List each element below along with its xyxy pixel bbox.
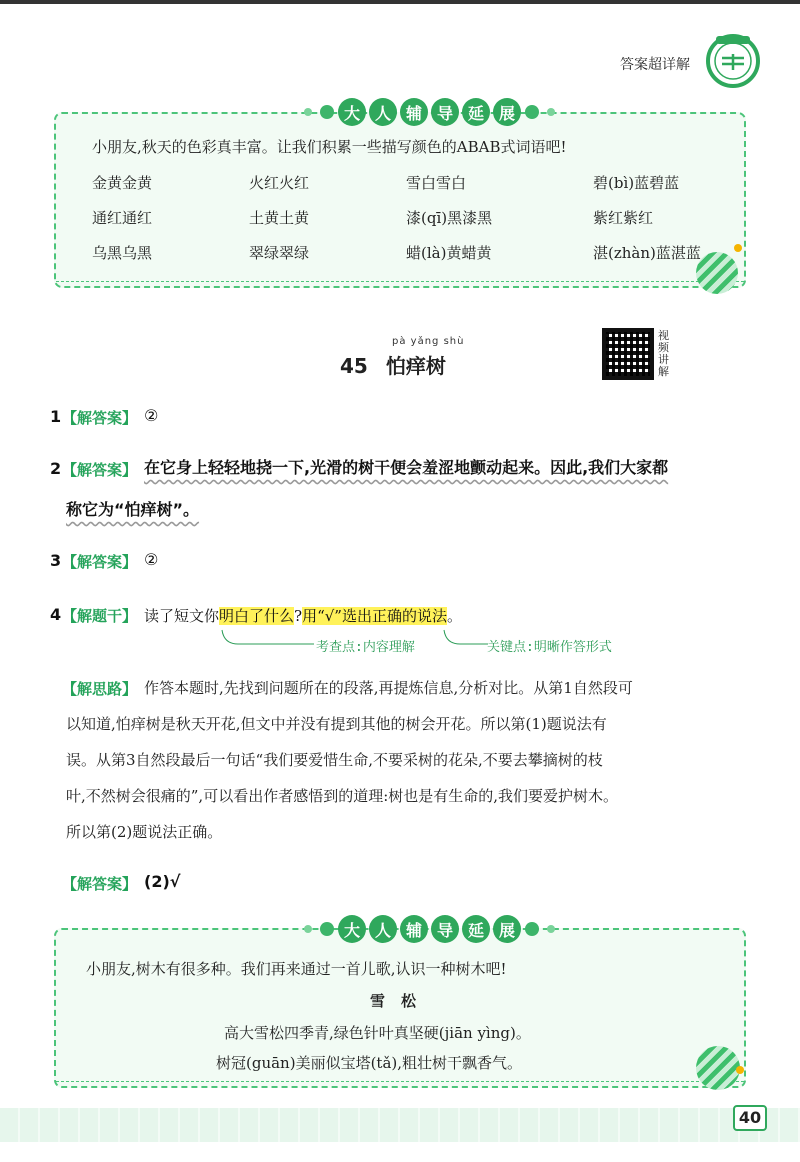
answer-tag: 【解答案】 [62,875,138,893]
annotation-note: 考查点:内容理解 [316,640,415,655]
color-word: 通红通红 [92,209,153,227]
poem-line: 高大雪松四季青,绿色针叶真坚硬(jiān yìng)。 [224,1024,531,1042]
decor-dot-icon [320,922,334,936]
question-number: 1 [50,407,62,426]
guide-label [338,98,521,126]
guide-label-char: 人 [369,915,397,943]
color-word: 土黄土黄 [249,209,310,227]
question-number: 4 [50,605,62,624]
annotation-note: 关键点:明晰作答形式 [487,640,612,655]
color-word: 乌黑乌黑 [92,244,153,262]
analysis-tag: 【解思路】 [62,680,138,698]
header-title: 答案超详解 [620,57,690,73]
decor-dot-icon [734,244,742,252]
lesson-title [340,350,446,379]
note-arrow-icon [218,628,318,652]
page-number: 40 [733,1105,767,1131]
answer-text: (2)√ [144,872,181,891]
guide-label-char: 导 [431,98,459,126]
decor-dot-icon [547,108,555,116]
stem-text: 。 [446,607,462,625]
answer-tag: 【解答案】 [62,461,138,479]
decor-ball-icon [696,252,738,294]
color-word: 紫红紫红 [593,209,654,227]
stem-text: ? [294,607,303,625]
analysis-line: 所以第(2)题说法正确。 [66,823,223,841]
question-stem [144,605,462,626]
lesson-name: 怕痒树 [385,354,446,378]
lesson-number: 45 [340,354,368,378]
guide-label-char: 延 [462,915,490,943]
analysis-line: 叶,不然树会很痛的”,可以看出作者感悟到的道理:树也是有生命的,我们要爱护树木。 [66,787,619,805]
guide-label-char: 大 [338,915,366,943]
guide-label-char: 大 [338,98,366,126]
question-number: 2 [50,459,62,478]
guide-intro: 小朋友,树木有很多种。我们再来通过一首儿歌,认识一种树木吧! [86,960,507,978]
poem-line: 树冠(guān)美丽似宝塔(tǎ),粗壮树干飘香气。 [216,1054,523,1072]
guide-label-char: 展 [493,98,521,126]
color-word: 漆(qī)黑漆黑 [406,209,493,227]
guide-label-char: 展 [493,915,521,943]
color-word: 翠绿翠绿 [249,244,310,262]
answer-text: ② [144,550,159,569]
brand-logo-icon [706,34,760,88]
stem-text: 读了短文你 [144,607,220,625]
guide-header [300,915,559,943]
divider [56,281,744,282]
color-word: 湛(zhàn)蓝湛蓝 [593,244,701,262]
decor-dot-icon [525,105,539,119]
note-arrow-icon [440,628,490,652]
color-word: 火红火红 [249,174,310,192]
guide-header [300,98,559,126]
answer-tag: 【解答案】 [62,553,138,571]
decor-ball-icon [696,1046,740,1090]
decor-dot-icon [547,925,555,933]
answer-text: ② [144,406,159,425]
color-word: 金黄金黄 [92,174,153,192]
divider [56,1081,744,1082]
decor-dot-icon [304,925,312,933]
decor-dot-icon [304,108,312,116]
answer-text: 称它为“怕痒树”。 [66,500,200,519]
stem-highlight: 用“√”选出正确的说法 [302,607,447,625]
decor-dot-icon [525,922,539,936]
guide-intro: 小朋友,秋天的色彩真丰富。让我们积累一些描写颜色的ABAB式词语吧! [92,138,567,156]
answer-text: 在它身上轻轻地挠一下,光滑的树干便会羞涩地颤动起来。因此,我们大家都 [144,458,669,477]
guide-label-char: 辅 [400,915,428,943]
guide-label-char: 导 [431,915,459,943]
footer-band [0,1108,800,1142]
poem-title: 雪松 [370,992,433,1010]
guide-label-char: 辅 [400,98,428,126]
stem-highlight: 明白了什么 [219,607,295,625]
guide-label-char: 人 [369,98,397,126]
color-word: 雪白雪白 [406,174,467,192]
decor-dot-icon [736,1066,744,1074]
color-word: 碧(bì)蓝碧蓝 [593,174,680,192]
guide-label-char: 延 [462,98,490,126]
analysis-line: 误。从第3自然段最后一句话“我们要爱惜生命,不要采树的花朵,不要去攀摘树的枝 [66,751,603,769]
question-number: 3 [50,551,62,570]
question-stem-tag: 【解题干】 [62,607,138,625]
qr-label: 视频讲解 [658,329,669,378]
lesson-pinyin: pà yǎng shù [392,336,465,347]
qr-code-icon[interactable] [602,328,654,380]
decor-dot-icon [320,105,334,119]
analysis-line: 以知道,怕痒树是秋天开花,但文中并没有提到其他的树会开花。所以第(1)题说法有 [66,715,607,733]
color-words-grid [92,172,753,263]
color-word: 蜡(là)黄蜡黄 [406,244,492,262]
guide-label [338,915,521,943]
top-bar [0,0,800,4]
analysis-line: 作答本题时,先找到问题所在的段落,再提炼信息,分析对比。从第1自然段可 [144,679,633,697]
answer-tag: 【解答案】 [62,409,138,427]
